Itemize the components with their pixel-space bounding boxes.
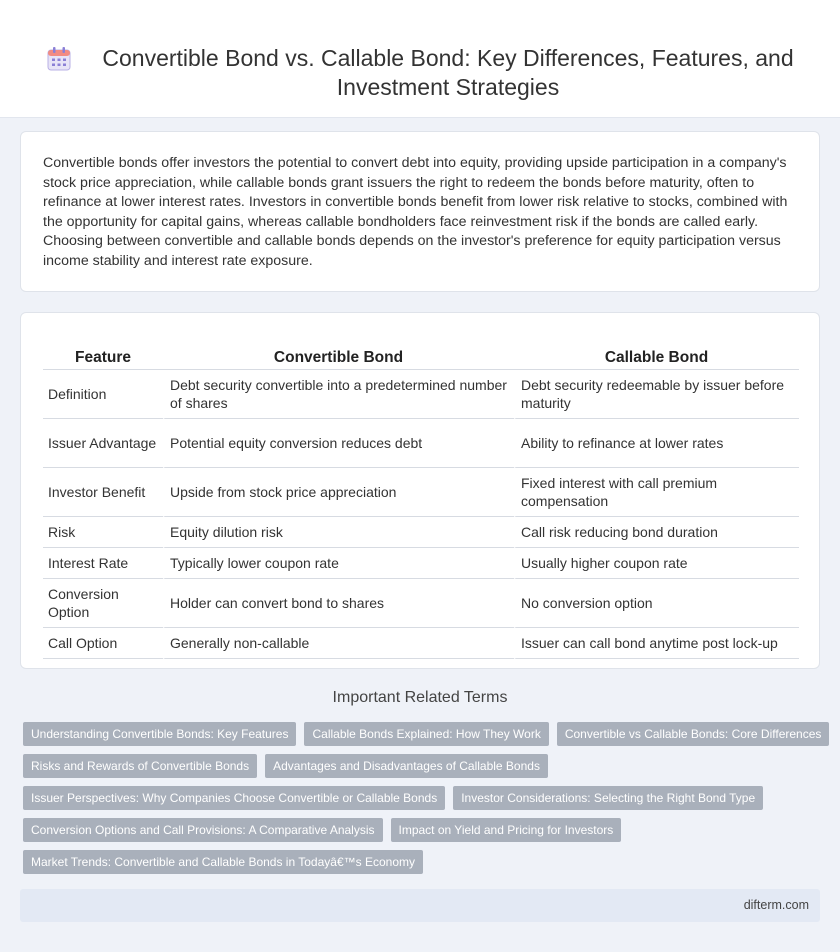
table-cell: Debt security redeemable by issuer before maturity: [514, 370, 799, 419]
related-term-link[interactable]: Conversion Options and Call Provisions: A Comparative Analysis: [23, 818, 383, 842]
table-cell: Issuer Advantage: [43, 419, 163, 468]
table-cell: Generally non-callable: [163, 628, 514, 659]
related-term-link[interactable]: Impact on Yield and Pricing for Investors: [391, 818, 622, 842]
table-cell: Issuer can call bond anytime post lock-up: [514, 628, 799, 659]
column-header-callable: Callable Bond: [514, 333, 799, 370]
table-cell: Call Option: [43, 628, 163, 659]
table-cell: Risk: [43, 517, 163, 548]
table-cell: Investor Benefit: [43, 468, 163, 517]
comparison-table-card: [20, 312, 820, 669]
table-row: [43, 548, 799, 579]
related-term-link[interactable]: Investor Considerations: Selecting the Right Bond Type: [453, 786, 763, 810]
table-cell: Holder can convert bond to shares: [163, 579, 514, 628]
table-cell: Conversion Option: [43, 579, 163, 628]
page-footer: [20, 889, 820, 922]
related-term-link[interactable]: Market Trends: Convertible and Callable Bonds in Todayâ€™s Economy: [23, 850, 423, 874]
column-header-feature: Feature: [43, 333, 163, 370]
related-terms-title: Important Related Terms: [332, 689, 508, 706]
table-row: [43, 468, 799, 517]
related-term-link[interactable]: Callable Bonds Explained: How They Work: [304, 722, 548, 746]
intro-text: Convertible bonds offer investors the potential to convert debt into equity, providing upside participation in a company's stock price appreciation, while callable bonds grant issuers the right to redeem the bonds before maturity, often to refinance at lower interest rates. Investors in convertible bonds benefit from lower risk relative to stocks, combined with the opportunity for capital gains, whereas callable bondholders face reinvestment risk if the bonds are called early. Choosing between convertible and callable bonds depends on the investor's preference for equity participation versus income stability and interest rate exposure.: [43, 155, 788, 269]
table-cell: Definition: [43, 370, 163, 419]
related-term-link[interactable]: Convertible vs Callable Bonds: Core Differences: [557, 722, 830, 746]
page-header: [0, 0, 840, 118]
table-cell: Call risk reducing bond duration: [514, 517, 799, 548]
related-terms-list: [23, 722, 823, 882]
table-cell: Typically lower coupon rate: [163, 548, 514, 579]
table-cell: Ability to refinance at lower rates: [514, 419, 799, 468]
table-cell: Interest Rate: [43, 548, 163, 579]
table-cell: Potential equity conversion reduces debt: [163, 419, 514, 468]
intro-card: [20, 131, 820, 292]
table-row: [43, 419, 799, 468]
comparison-table: [43, 333, 799, 659]
related-term-link[interactable]: Risks and Rewards of Convertible Bonds: [23, 754, 257, 778]
table-cell: No conversion option: [514, 579, 799, 628]
calendar-icon: [46, 46, 72, 72]
table-row: [43, 579, 799, 628]
table-header-row: [43, 333, 799, 370]
table-cell: Fixed interest with call premium compensation: [514, 468, 799, 517]
column-header-convertible: Convertible Bond: [163, 333, 514, 370]
site-name[interactable]: difterm.com: [743, 898, 809, 912]
related-term-link[interactable]: Issuer Perspectives: Why Companies Choose Convertible or Callable Bonds: [23, 786, 445, 810]
table-cell: Debt security convertible into a predetermined number of shares: [163, 370, 514, 419]
table-cell: Usually higher coupon rate: [514, 548, 799, 579]
table-cell: Upside from stock price appreciation: [163, 468, 514, 517]
table-row: [43, 517, 799, 548]
page-title: Convertible Bond vs. Callable Bond: Key Differences, Features, and Investment Strategies: [102, 45, 794, 100]
related-term-link[interactable]: Advantages and Disadvantages of Callable Bonds: [265, 754, 548, 778]
table-row: [43, 370, 799, 419]
table-cell: Equity dilution risk: [163, 517, 514, 548]
table-row: [43, 628, 799, 659]
related-term-link[interactable]: Understanding Convertible Bonds: Key Features: [23, 722, 296, 746]
